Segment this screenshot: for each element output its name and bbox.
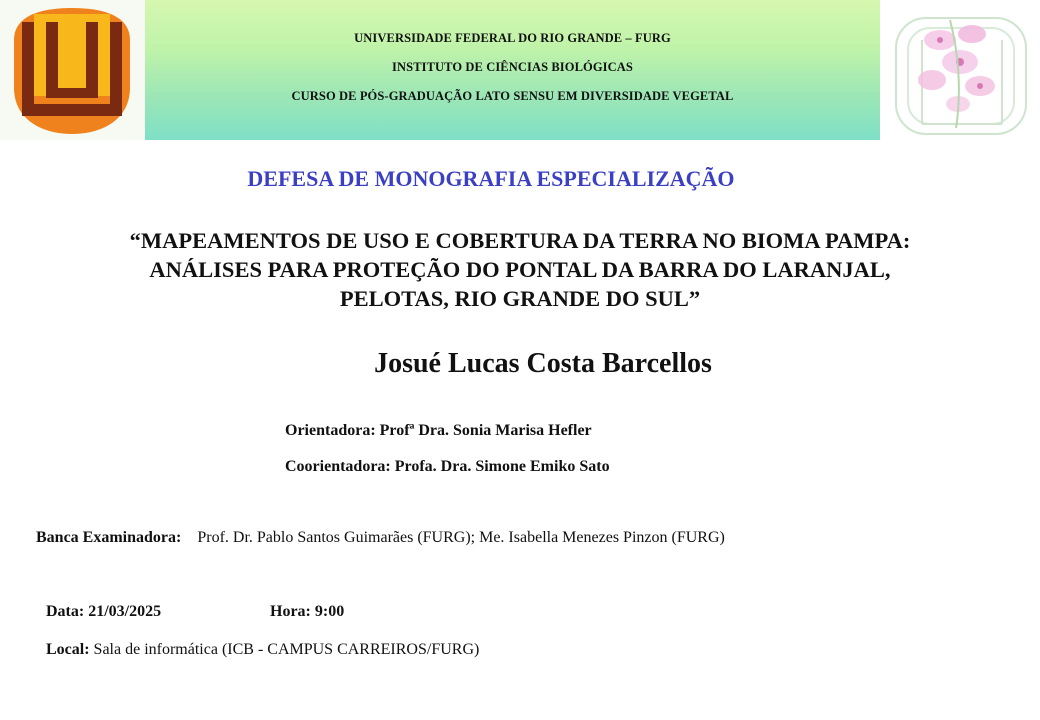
event-type-heading: DEFESA DE MONOGRAFIA ESPECIALIZAÇÃO <box>247 166 735 191</box>
banca-examinadora <box>36 529 725 547</box>
banca-spacer <box>185 529 193 546</box>
orientadora: Orientadora: Profª Dra. Sonia Marisa Hefler <box>285 422 592 439</box>
defense-location <box>46 641 479 659</box>
coorientadora: Coorientadora: Profa. Dra. Simone Emiko Sato <box>285 458 610 475</box>
banca-label: Banca Examinadora: <box>36 529 182 546</box>
furg-logo-icon <box>0 0 145 140</box>
title-line: PELOTAS, RIO GRANDE DO SUL” <box>339 286 701 311</box>
title-line: “MAPEAMENTOS DE USO E COBERTURA DA TERRA NO BIOMA PAMPA: <box>129 228 911 253</box>
local-label: Local: <box>46 641 90 658</box>
header-course: CURSO DE PÓS-GRADUAÇÃO LATO SENSU EM DIVERSIDADE VEGETAL <box>291 89 734 103</box>
defense-time: Hora: 9:00 <box>270 603 345 620</box>
monograph-title <box>0 226 1040 313</box>
title-line: ANÁLISES PARA PROTEÇÃO DO PONTAL DA BARRA DO LARANJAL, <box>149 257 891 282</box>
banca-members: Prof. Dr. Pablo Santos Guimarães (FURG); Me. Isabella Menezes Pinzon (FURG) <box>197 529 725 546</box>
author-name: Josué Lucas Costa Barcellos <box>374 348 712 379</box>
header <box>0 0 1040 140</box>
orchid-emblem-icon <box>880 0 1040 140</box>
header-university: UNIVERSIDADE FEDERAL DO RIO GRANDE – FURG <box>354 31 671 45</box>
header-institute: INSTITUTO DE CIÊNCIAS BIOLÓGICAS <box>392 60 633 74</box>
defense-date: Data: 21/03/2025 <box>46 603 162 620</box>
local-value: Sala de informática (ICB - CAMPUS CARREIROS/FURG) <box>93 641 480 658</box>
